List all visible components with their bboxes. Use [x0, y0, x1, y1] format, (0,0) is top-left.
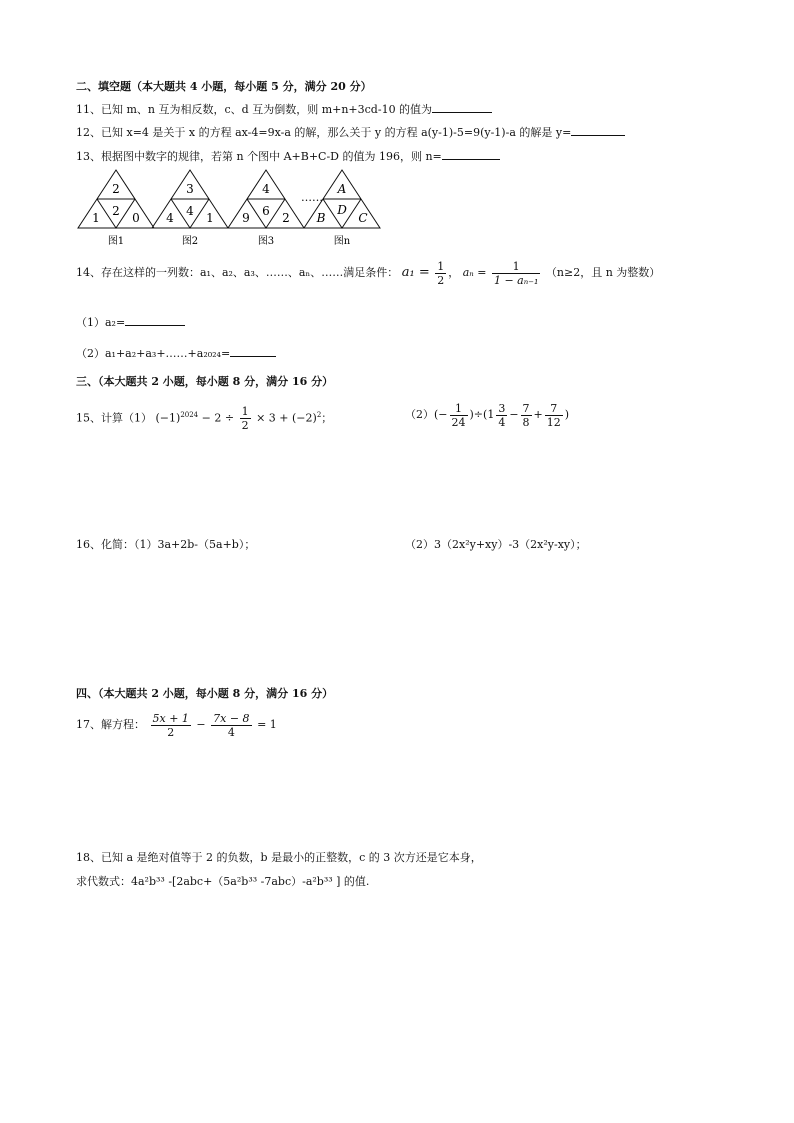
- q15-2-part-b: )÷(1: [469, 408, 495, 421]
- figure-1: [78, 170, 154, 247]
- q13-answer-blank[interactable]: [442, 148, 500, 160]
- figure-n-right: C: [358, 211, 368, 225]
- q15-1-part-c: × 3 + (−2): [256, 411, 317, 425]
- q15-2-f2-num: 3: [498, 401, 506, 415]
- q14-1-text: （1）a₂=: [76, 316, 126, 329]
- q15-2-f1-den: 24: [451, 415, 466, 429]
- q15-2-fraction-4: [545, 402, 563, 429]
- figure-3-right: 2: [282, 211, 290, 225]
- section4-header: 四、（本大题共 2 小题，每小题 8 分，满分 16 分）: [76, 687, 334, 700]
- figure-3-mid: 6: [262, 204, 270, 218]
- triangle-figures: [76, 168, 386, 250]
- q14-a1-num: 1: [437, 259, 445, 273]
- q15-1-exponent-2: 2: [316, 411, 322, 419]
- question-18-line-2: 求代数式：4a²b³³ -[2abc+（5a²b³³ -7abc）-a²b³³ ] 的值.: [76, 875, 370, 888]
- q14-an-label: aₙ =: [462, 266, 487, 279]
- figure-n-left: B: [316, 211, 326, 225]
- q12-text: 12、已知 x=4 是关于 x 的方程 ax-4=9x-a 的解，那么关于 y 的方程 a(y-1)-5=9(y-1)-a 的解是 y=: [76, 126, 572, 139]
- q14-suffix: （n≥2，且 n 为整数）: [545, 266, 661, 279]
- question-18-line-1: 18、已知 a 是绝对值等于 2 的负数，b 是最小的正整数，c 的 3 次方还是它本身，: [76, 851, 482, 864]
- question-14-2: [76, 345, 276, 361]
- q15-2-part-e: ): [564, 408, 570, 421]
- q15-1-exponent: 2024: [180, 411, 199, 419]
- q15-2-f4-num: 7: [545, 402, 563, 416]
- figure-3-top: 4: [262, 182, 270, 196]
- figure-1-mid: 2: [112, 204, 120, 218]
- figure-3-left: 9: [242, 211, 250, 225]
- q14-a1-den: 2: [437, 273, 445, 287]
- q11-answer-blank[interactable]: [432, 101, 492, 113]
- q15-2-part-a: (−: [434, 408, 448, 421]
- q15-2-part-d: +: [533, 408, 543, 421]
- question-16-1: 16、化简：（1）3a+2b-（5a+b）；: [76, 538, 256, 551]
- q14-prefix: 14、存在这样的一列数：a₁、a₂、a₃、……、aₙ、……满足条件：: [76, 266, 399, 279]
- q15-1-frac-den: 2: [241, 419, 249, 433]
- q14-a1-fraction: [435, 260, 446, 287]
- question-12: [76, 124, 625, 140]
- q14-2-answer-blank[interactable]: [230, 345, 276, 357]
- q14-an-fraction: [492, 260, 540, 287]
- q15-2-label: （2）: [405, 408, 434, 421]
- figure-3-caption: 图3: [257, 236, 275, 247]
- q11-text: 11、已知 m、n 互为相反数，c、d 互为倒数，则 m+n+3cd-10 的值为: [76, 103, 433, 116]
- q17-minus: −: [196, 718, 206, 731]
- q17-fraction-1: [151, 712, 191, 739]
- q13-text: 13、根据图中数字的规律，若第 n 个图中 A+B+C-D 的值为 196，则 n=: [76, 150, 442, 163]
- figure-1-top: 2: [112, 182, 120, 196]
- q14-an-den: 1 − aₙ₋₁: [493, 273, 539, 287]
- q17-equals: = 1: [257, 718, 277, 731]
- figure-n: [304, 170, 380, 247]
- figure-1-left: 1: [92, 211, 100, 225]
- q15-1-part-a: (−1): [155, 411, 181, 425]
- q15-1-part-b: − 2 ÷: [201, 411, 235, 425]
- q15-label: 15、计算（1）: [76, 411, 152, 425]
- figure-n-caption: 图n: [333, 236, 351, 247]
- figure-2-top: 3: [186, 182, 194, 196]
- figure-n-top: A: [337, 182, 347, 196]
- question-13: [76, 148, 500, 164]
- q15-2-f4-den: 12: [546, 415, 561, 429]
- q17-label: 17、解方程：: [76, 718, 145, 731]
- q15-1-fraction: [240, 405, 251, 432]
- q15-2-fraction-3: [521, 402, 532, 429]
- q17-f1-num: 5x + 1: [152, 711, 189, 725]
- q15-2-f3-num: 7: [522, 401, 530, 415]
- figures-ellipsis: ……: [301, 191, 323, 204]
- q15-1-frac-num: 1: [241, 405, 249, 419]
- figure-2-left: 4: [166, 211, 174, 225]
- question-15-2: [405, 400, 569, 430]
- question-14-1: [76, 314, 185, 330]
- q15-1-end: ；: [321, 411, 333, 425]
- figure-2-mid: 4: [186, 204, 194, 218]
- figure-2-right: 1: [206, 211, 214, 225]
- figure-2-caption: 图2: [181, 236, 199, 247]
- q15-2-f2-den: 4: [498, 415, 506, 429]
- question-11: [76, 101, 492, 117]
- figure-3: [228, 170, 304, 247]
- q17-f2-num: 7x − 8: [213, 711, 250, 725]
- question-14: 14、存在这样的一列数：a₁、a₂、a₃、……、aₙ、……满足条件： a₁ = $\frac{1}{2}$ ， aₙ = $\frac{1}{\text{1 − aₙ₋₁}}$ （n≥2，且 n 为整数）: [76, 259, 661, 287]
- q14-an-num: 1: [492, 260, 540, 274]
- q14-a1-label: a₁ =: [401, 265, 430, 280]
- q15-2-fraction-2: [496, 402, 507, 429]
- q14-2-text: （2）a₁+a₂+a₃+……+a₂₀₂₄=: [76, 347, 231, 360]
- question-17: [76, 710, 277, 740]
- q12-answer-blank[interactable]: [571, 124, 625, 136]
- section2-header: 二、填空题（本大题共 4 小题，每小题 5 分，满分 20 分）: [76, 80, 372, 93]
- question-15-1: [76, 400, 332, 434]
- figure-n-mid: D: [337, 203, 347, 217]
- q15-2-f1-num: 1: [450, 402, 468, 416]
- q17-f1-den: 2: [167, 725, 175, 739]
- question-16-2: （2）3（2x²y+xy）-3（2x²y-xy）；: [405, 538, 587, 551]
- q15-2-fraction-1: [450, 402, 468, 429]
- q17-f2-den: 4: [227, 725, 235, 739]
- q15-2-part-c: −: [509, 408, 519, 421]
- figure-2: [152, 170, 228, 247]
- q14-1-answer-blank[interactable]: [125, 314, 185, 326]
- section3-header: 三、（本大题共 2 小题，每小题 8 分，满分 16 分）: [76, 375, 334, 388]
- q17-fraction-2: [211, 712, 251, 739]
- q15-2-f3-den: 8: [522, 415, 530, 429]
- figure-1-caption: 图1: [107, 236, 125, 247]
- figure-1-right: 0: [132, 211, 140, 225]
